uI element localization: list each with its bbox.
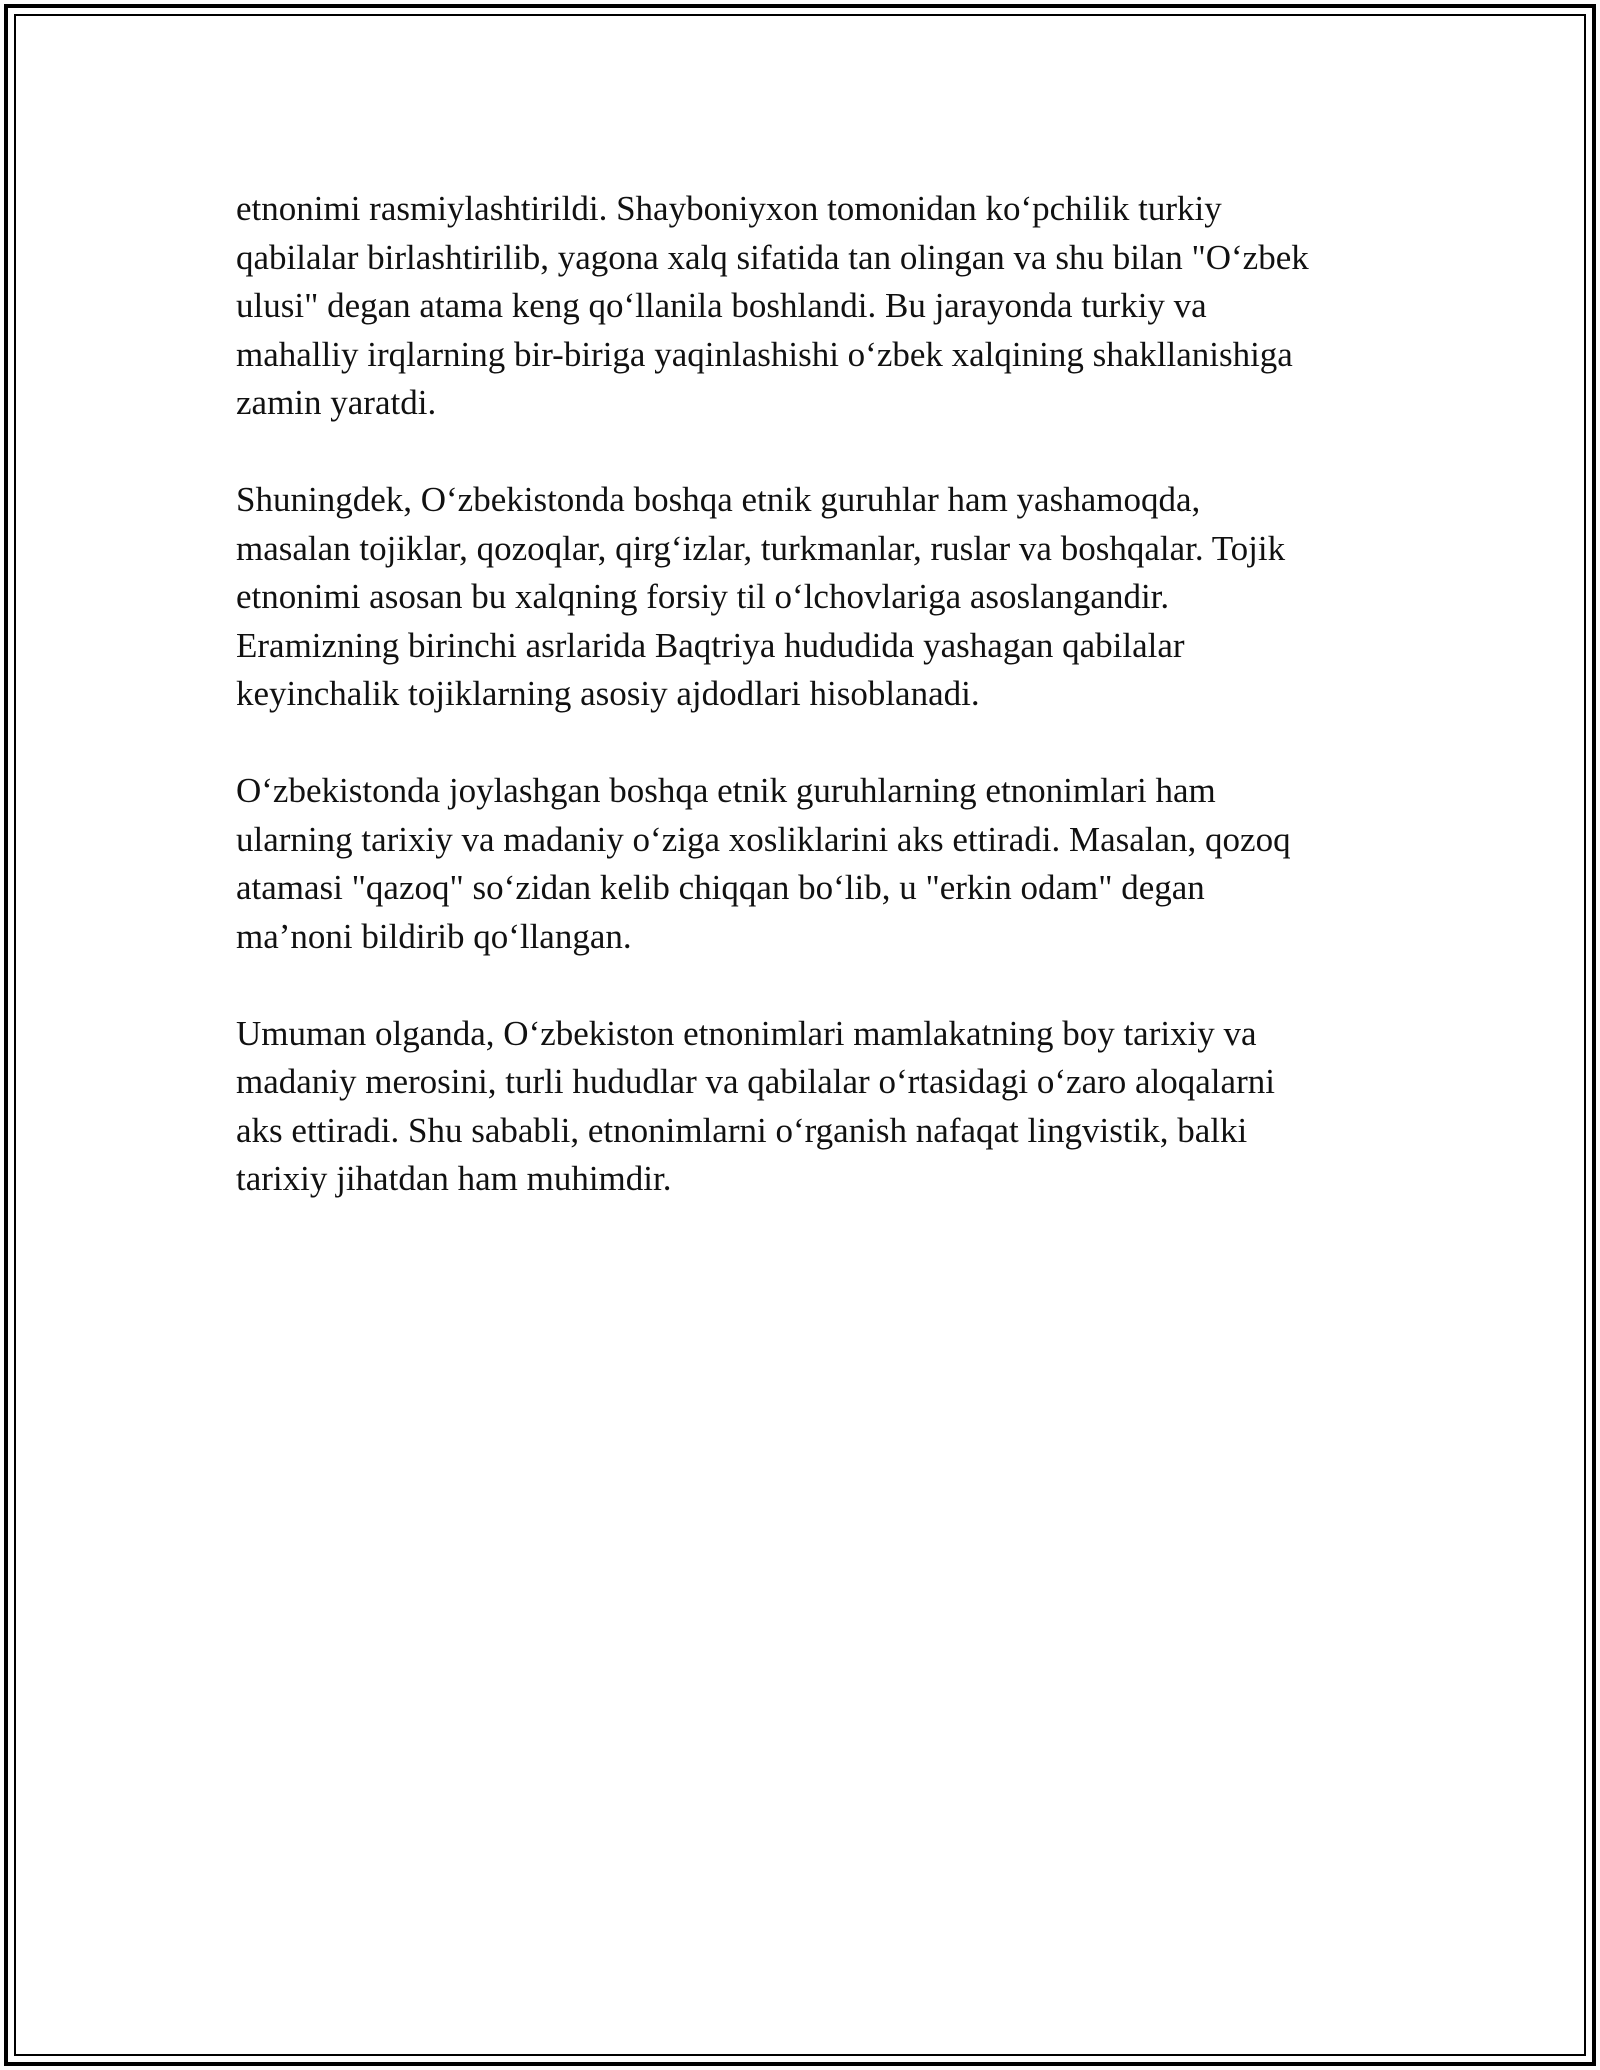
paragraph-1: etnonimi rasmiylashtirildi. Shayboniyxon tomonidan ko‘pchilik turkiy qabilalar birlashtirilib, yagona xalq sifatida tan olingan va shu bilan "O‘zbek ulusi" degan atama keng qo‘llanila boshlandi. Bu jarayonda turkiy va mahalliy irqlarning bir-biriga yaqinlashishi o‘zbek xalqining shakllanishiga zamin yaratdi. [236,189,1309,422]
paragraph-4: Umuman olganda, O‘zbekiston etnonimlari mamlakatning boy tarixiy va madaniy merosini, turli hududlar va qabilalar o‘rtasidagi o‘zaro aloqalarni aks ettiradi. Shu sababli, etnonimlarni o‘rganish nafaqat lingvistik, balki tarixiy jihatdan ham muhimdir. [236,1013,1275,1198]
paragraph-2: Shuningdek, O‘zbekistonda boshqa etnik guruhlar ham yashamoqda, masalan tojiklar, qozoqlar, qirg‘izlar, turkmanlar, ruslar va boshqalar. Tojik etnonimi asosan bu xalqning forsiy til o‘lchovlariga asoslangandir. Eramizning birinchi asrlarida Baqtriya hududida yashagan qabilalar keyinchalik tojiklarning asosiy ajdodlari hisoblanadi. [236,480,1286,713]
document-body [236,185,1386,1204]
paragraph-3: O‘zbekistonda joylashgan boshqa etnik guruhlarning etnonimlari ham ularning tarixiy va madaniy o‘ziga xosliklarini aks ettiradi. Masalan, qozoq atamasi "qazoq" so‘zidan kelib chiqqan bo‘lib, u "erkin odam" degan ma’noni bildirib qo‘llangan. [236,771,1291,956]
